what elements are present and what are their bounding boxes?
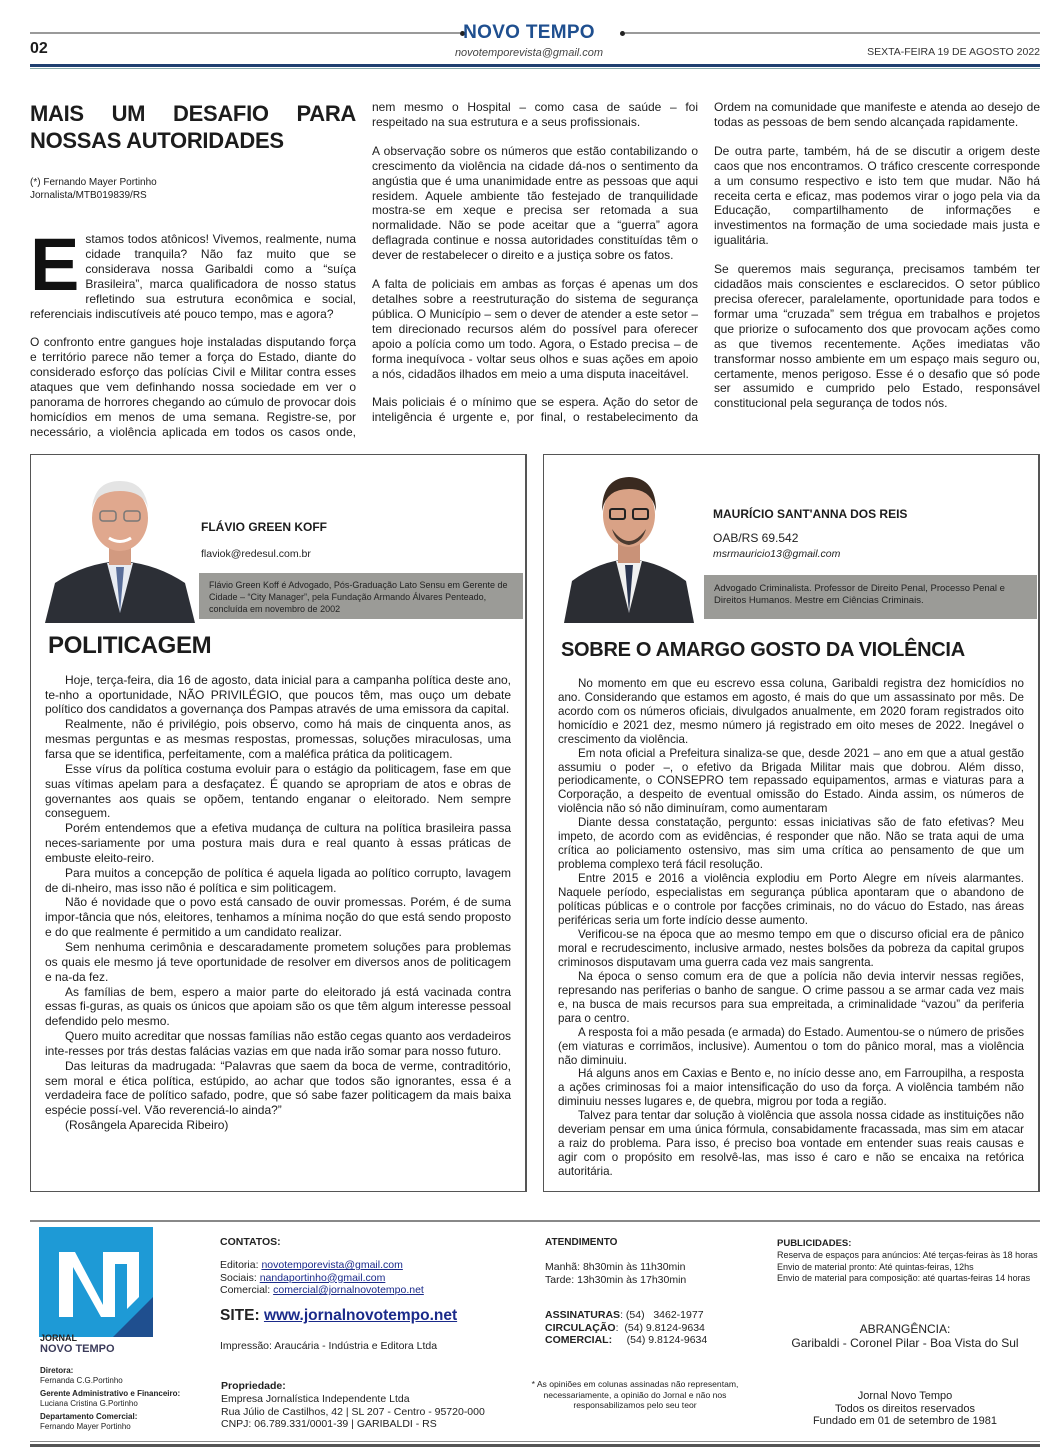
contacts-title: CONTATOS: [220, 1236, 281, 1249]
author-header [544, 455, 1038, 625]
author-header [31, 455, 525, 625]
phone-label: COMERCIAL: [545, 1334, 613, 1347]
service-line: Tarde: 13h30min às 17h30min [545, 1273, 687, 1286]
staff-role: Gerente Administrativo e Financeiro: [40, 1389, 181, 1399]
column-paragraph: Realmente, não é privilégio, pois observo, como há mais de cinquenta anos, as mesmas perguntas e as mesmas respostas, promessas, soluções miraculosas, uma farsa que se identifica, perfeitamente, com a maléfica prática da politicagem. [45, 717, 511, 761]
footer [0, 1220, 1058, 1452]
article-paragraph: A observação sobre os números que estão contabilizando o crescimento da violência na cidade dá-nos o sentimento da angústia que é uma unanimidade entre as pessoas que aqui residem. Aquele ambiente tão festejado de tranquilidade mostra-se em xeque e precisa ser retomada a sua normalidade. Não se pode aceitar que a “guerra” agora deflagrada continue e nossa autoridades constituídas têm o dever de restabelecer o direito e a justiça sobre os fatos. [372, 143, 698, 263]
staff-name: Fernanda C.G.Portinho [40, 1376, 123, 1386]
column-box-violencia [543, 454, 1040, 1192]
phone-value: (54) 9.8124-9634 [612, 1334, 708, 1347]
phone-label: CIRCULAÇÃO [545, 1321, 616, 1334]
column-title: SOBRE O AMARGO GOSTO DA VIOLÊNCIA [561, 638, 965, 661]
service-line: Manhã: 8h30min às 11h30min [545, 1261, 686, 1274]
column-paragraph: Das leituras da madrugada: “Palavras que saem da boca de verme, contraditório, sem moral e ética política, estúpido, ao achar que todos são ignorantes, essa é a verdadeira face de político safado, podre, que só sabe fazer politicagem da mais baixa espécie possí-vel. Vão reverenciá-lo ainda?” [45, 1058, 511, 1118]
column-box-politicagem [30, 454, 527, 1192]
site-link[interactable]: www.jornalnovotempo.net [263, 1307, 458, 1325]
service-hours [545, 1261, 686, 1286]
staff-role: Diretora: [40, 1366, 74, 1376]
staff-name: Luciana Cristina G.Portinho [40, 1399, 138, 1409]
column-paragraph: Há alguns anos em Caxias e Bento e, no início desse ano, em Farroupilha, a resposta a ações criminosas foi a maior intensificação do uso da força. A violência também não diminuiu nesses lugares e, de quebra, migrou por toda a região. [558, 1067, 1024, 1109]
staff-list [40, 1366, 210, 1432]
opinion-columns [30, 454, 1040, 1192]
rights-info [770, 1390, 1040, 1428]
article-paragraph: O confronto entre gangues hoje instaladas disputando força e território parece não temer a força do Estado, diante do considerado esforço das polícias Civil e Militar contra esses ataques que vem definhando nossa sociedade em ver o panorama de horrores chegando ao cúmulo de provocar dois homicídios em menos de uma semana. Registre-se, por necessário, a violência aplicada em todos os casos onde, nem mesmo o Hospital – como casa de saúde – foi respeitado na sua estrutura e a seus profissionais. [30, 100, 698, 439]
issue-date: SEXTA-FEIRA 19 DE AGOSTO 2022 [867, 46, 1040, 58]
column-paragraph: Não é novidade que o povo está cansado de ouvir promessas. Porém, é de suma impor-tância que nós, eleitores, tenhamos a mínima noção do que está sendo proposto e do que realmente é permitido a um candidato realizar. [45, 895, 511, 940]
article-paragraph: De outra parte, também, há de se discutir a origem deste caos que nos encontramos. O tráfico crescente corresponde a um consumo respectivo e isto tem que mudar. Não há receita certa e eficaz, mas podemos virar o jogo pela via da Educação, compartilhamento de informações e investimentos na formação de uma sociedade mais justa e igualitária. [714, 143, 1040, 248]
disclaimer: * As opiniões em colunas assinadas não representam, necessariamente, a opinião do Jornal e não nos responsabilizamos pelo seu teor [531, 1379, 739, 1411]
contact-label: Sociais: [220, 1271, 257, 1284]
contacts-list [220, 1259, 424, 1297]
editorial-article [30, 100, 1040, 440]
column-paragraph: Na época o senso comum era de que a polícia não devia intervir nessas regiões, represando nas periferias o banho de sangue. O crime passou a se armar cada vez mais e, na busca de mais recursos para sua empreitada, a criminalidade “vazou” da periferia para o centro. [558, 969, 1024, 1025]
column-paragraph: A resposta foi a mão pesada (e armada) do Estado. Aumentou-se o número de prisões (em viaturas e corrimãos, inclusive). Aumentou o tom do pânico moral, mas a violência não diminuiu. [558, 1025, 1024, 1067]
column-body [558, 677, 1024, 1179]
article-headline: MAIS UM DESAFIO PARA NOSSAS AUTORIDADES [30, 101, 356, 153]
author-bio: Advogado Criminalista. Professor de Direito Penal, Processo Penal e Direitos Humanos. Mestre em Ciências Criminais. [704, 575, 1037, 619]
ads-line: Reserva de espaços para anúncios: Até terças-feiras às 18 horas [777, 1250, 1038, 1261]
ads-line: Envio de material pronto: Até quintas-feiras, 12hs [777, 1261, 974, 1272]
header-email[interactable]: novotemporevista@gmail.com [454, 47, 604, 59]
rights-line: Todos os direitos reservados [834, 1402, 975, 1415]
property-line: CNPJ: 06.789.331/0001-39 | GARIBALDI - RS [221, 1418, 437, 1431]
author-name: FLÁVIO GREEN KOFF [201, 519, 327, 534]
coverage [770, 1322, 1040, 1350]
staff-name: Fernando Mayer Portinho [40, 1422, 131, 1432]
column-paragraph: Verificou-se na época que ao mesmo tempo em que o discurso oficial era de pânico moral e recrudescimento, inclusive armado, nestes bolsões da pobreza da capital grupos criminosos disputavam uma guerra cada vez mais sangrenta. [558, 927, 1024, 969]
article-byline: (*) Fernando Mayer Portinho [30, 177, 157, 188]
service-title: ATENDIMENTO [545, 1237, 618, 1249]
property-line: Rua Júlio de Castilhos, 42 | SL 207 - Centro - 95720-000 [221, 1405, 485, 1418]
rights-line: Fundado em 01 de setembro de 1981 [812, 1415, 998, 1428]
author-bio: Flávio Green Koff é Advogado, Pós-Graduação Lato Sensu em Gerente de Cidade – “City Manager”, pela Fundação Armando Álvares Penteado, concluída em novembro de 2002 [199, 573, 523, 619]
newspaper-logo [39, 1227, 153, 1337]
author-photo [45, 463, 195, 623]
column-paragraph: As famílias de bem, espero a maior parte do eleitorado já está vacinada contra essas fi-guras, as quais os únicos que apoiam são os que têm algum interesse pessoal defendido pelo mesmo. [45, 984, 511, 1029]
column-paragraph: Quero muito acreditar que nossas famílias não estão cegas quanto aos verdadeiros inte-resses por trás destas falácias vazias em que nada irão somar para nosso futuro. [45, 1029, 511, 1058]
column-paragraph: Sem nenhuma cerimônia e descaradamente prometem soluções para problemas os quais ele mesmo já teve oportunidade de resolver em diversos anos de politicagem e na-da fez. [45, 939, 511, 984]
column-paragraph: Porém entendemos que a efetiva mudança de cultura na política brasileira passa neces-sariamente por uma postura mais dura e real quanto à essas práticas de embuste eleito-reiro. [45, 821, 511, 865]
author-oab: OAB/RS 69.542 [713, 530, 799, 545]
coverage-title: ABRANGÊNCIA: [859, 1322, 951, 1337]
phones-list [545, 1309, 707, 1347]
logo-name: NOVO TEMPO [40, 1343, 115, 1356]
ads-line: Envio de material para composição: até quartas-feiras 14 horas [777, 1273, 1031, 1284]
page-number: 02 [30, 40, 48, 57]
site-line [220, 1307, 457, 1325]
site-label: SITE: [220, 1307, 260, 1325]
article-paragraph: A falta de policiais em ambas as forças é apenas um dos detalhes sobre a reestruturação do sistema de segurança pública. O Município – sem o dever de atender a este setor – tem direcionado recursos além do possível para oferecer apoio a polícia como um todo. Agora, o Estado precisa – de forma inequívoca - voltar seus olhos e suas ações em apoio a nós, cidadãos ilhados em meio a uma disputa inaceitável. [372, 277, 698, 381]
phone-value: : (54) 9.8124-9634 [615, 1321, 705, 1334]
drop-cap: E [30, 223, 80, 306]
contact-link[interactable]: novotemporevista@gmail.com [261, 1259, 403, 1272]
footer-rule [30, 1444, 1040, 1447]
property-title: Propriedade: [221, 1380, 286, 1393]
column-body [45, 673, 511, 1133]
phone-value: : (54) 3462-1977 [620, 1309, 704, 1322]
footer-rule [30, 1441, 1040, 1442]
contact-link[interactable]: nandaportinho@gmail.com [259, 1271, 386, 1284]
staff-role: Departamento Comercial: [40, 1412, 138, 1422]
property-info [221, 1393, 506, 1431]
rights-line: Jornal Novo Tempo [857, 1390, 953, 1403]
logo-small-text: JORNAL [40, 1333, 78, 1344]
coverage-cities: Garibaldi - Coronel Pilar - Boa Vista do Sul [791, 1336, 1019, 1351]
author-name: MAURÍCIO SANT'ANNA DOS REIS [713, 506, 908, 521]
footer-rule [30, 1220, 1040, 1222]
author-photo [564, 463, 694, 623]
article-paragraph: Se queremos mais segurança, precisamos também ter cidadãos mais conscientes e esclarecidos. O setor público precisa oferecer, paralelamente, oportunidade para todos e formar uma “cruzada” sem trégua em trabalhos e projetos que priorize o sufocamento dos que provocam ações como as que tivemos recentemente. Ações imediatas vão transformar nosso ambiente em um espaço mais seguro ou, certamente, menos perigoso. Esse é o desafio que só pode ser assumido e cumprido pelo Estado, responsável constitucional pela segurança de todos nós. [714, 262, 1040, 411]
author-email[interactable]: msrmauricio13@gmail.com [713, 547, 841, 560]
contact-link[interactable]: comercial@jornalnovotempo.net [273, 1284, 424, 1297]
phone-label: ASSINATURAS [545, 1309, 621, 1322]
column-paragraph: Esse vírus da política costuma evoluir para o estágio da politicagem, fase em que suas vítimas apelam para a desfaçatez. É quando se apropriam de atos e obras de governantes aos quais se opõem, tentando enganar o eleitorado. Nem sempre conseguem. [45, 761, 511, 821]
article-paragraph: Mais policiais é o mínimo que se espera. Ação do setor de inteligência é urgente e, por final, o restabelecimento da Ordem na comunidade que manifeste e atenda ao desejo de todas as pessoas de bem sendo alcançada rapidamente. [372, 100, 1040, 425]
column-paragraph: Hoje, terça-feira, dia 16 de agosto, data inicial para a campanha política deste ano, te-nho a oportunidade, NÃO PRIVILÉGIO, que poucos têm, mas ouço um debate político dos candidatos a governança dos Pampas através de uma emissora da capital. [45, 672, 511, 717]
contact-label: Editoria: [220, 1259, 259, 1272]
author-email[interactable]: flaviok@redesul.com.br [201, 547, 311, 560]
column-paragraph: (Rosângela Aparecida Ribeiro) [65, 1118, 229, 1133]
property-line: Empresa Jornalística Independente Ltda [221, 1393, 410, 1406]
article-paragraph: stamos todos atônicos! Vivemos, realmente, numa cidade tranquila? Não faz muito que se considerava nossa Garibaldi como a “suíça Brasileira”, marca qualificadora de nosso status refletindo sua estrutura econômica e social, referenciais indiscutíveis até pouco tempo, mas e agora? [30, 232, 356, 321]
newspaper-brand: NOVO TEMPO [463, 22, 595, 43]
column-paragraph: Entre 2015 e 2016 a violência explodiu em Porto Alegre em níveis alarmantes. Naquele período, especialistas em segurança pública apontaram que o abandono de políticas públicas e o controle por facções criminais, no do vácuo do Estado, nas áreas periféricas seria um forte indício desse aumento. [558, 872, 1024, 927]
column-paragraph: Em nota oficial a Prefeitura sinaliza-se que, desde 2021 – ano em que a atual gestão assumiu o poder –, o efetivo da Brigada Militar mais que dobrou. Além disso, periodicamente, o CONSEPRO tem repassado equipamentos, armas e viaturas para a Corporação, a despeito de eventual omissão do Estado. Ainda assim, os números de violência não só não diminuíram, como aumentaram [558, 746, 1024, 816]
column-paragraph: Talvez para tentar dar solução à violência que assola nossa cidade as instituições não deveriam pensar em uma única fórmula, consabidamente fracassada, mas sim em atacar a raiz do problema. Para isso, é preciso boa vontade em entender suas reais causas e agir com o propósito em resolvê-las, mas isso é caro e não se encaixa na retórica autoritária. [558, 1109, 1024, 1179]
column-paragraph: Para muitos a concepção de política é aquela ligada ao político corrupto, lavagem de di-nheiro, mas isso não é política e sim politicagem. [45, 865, 511, 895]
column-paragraph: Diante dessa constatação, pergunto: essas iniciativas são de fato efetivas? Meu impeto, de acordo com as evidências, é responder que não. Não se trata aqui de uma crítica ao policiamento ostensivo, mas sim uma crítica ao pensamento de que um problema complexo terá fácil resolução. [558, 816, 1024, 872]
column-paragraph: No momento em que eu escrevo essa coluna, Garibaldi registra dez homicídios no ano. Considerando que estamos em agosto, é mais do que um assassinato por mês. De acordo com os números oficiais, divulgados anualmente, em 2020 foram registrados oito homicídio e 2021 dez, mesmo número já registrado em oito meses de 2022. Inegável o crescimento da violência. [558, 676, 1024, 746]
contact-label: Comercial: [220, 1284, 271, 1297]
article-byline-role: Jornalista/MTB019839/RS [30, 190, 147, 201]
ads-title: PUBLICIDADES: [777, 1238, 852, 1250]
printing-info: Impressão: Araucária - Indústria e Editora Ltda [220, 1340, 438, 1353]
ads-info [777, 1250, 1047, 1285]
column-title: POLITICAGEM [48, 631, 212, 659]
